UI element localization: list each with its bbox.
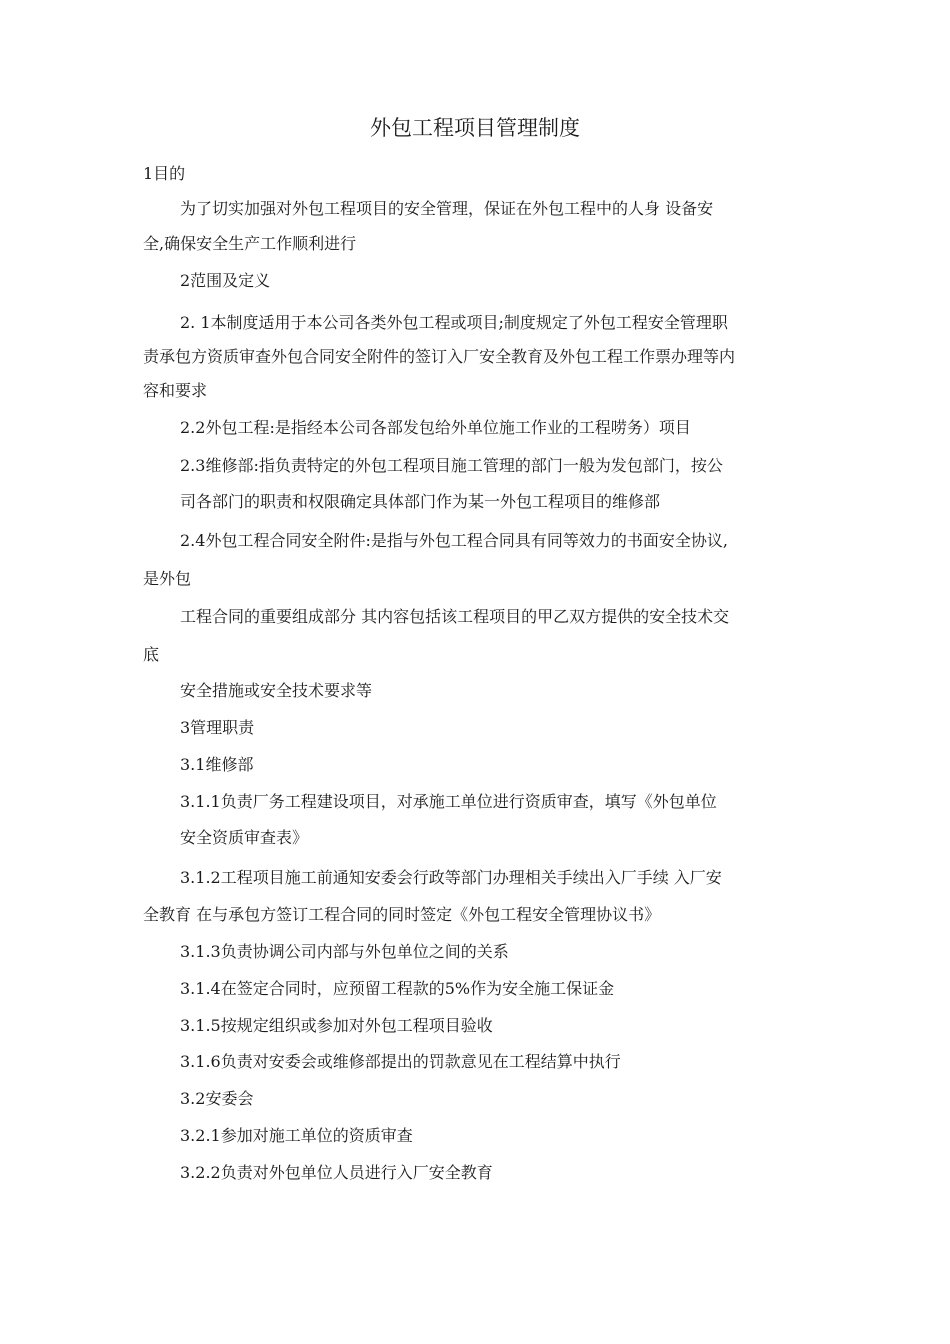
text-line: 2.4外包工程合同安全附件:是指与外包工程合同具有同等效力的书面安全协议,	[180, 531, 728, 550]
text-line: 2.2外包工程:是指经本公司各部发包给外单位施工作业的工程唠务）项目	[180, 418, 691, 437]
text-line: 3.1.4在签定合同时，应预留工程款的5%作为安全施工保证金	[180, 979, 615, 998]
text-line: 3.2安委会	[180, 1089, 254, 1108]
text-line: 3管理职责	[180, 718, 255, 737]
text-line: 责承包方资质审查外包合同安全附件的签订入厂安全教育及外包工程工作票办理等内	[143, 347, 736, 366]
text-line: 3.1.1负责厂务工程建设项目，对承施工单位进行资质审查，填写《外包单位	[180, 792, 717, 811]
document-title: 外包工程项目管理制度	[370, 116, 580, 140]
text-line: 容和要求	[143, 381, 208, 400]
text-line: 3.1.2工程项目施工前通知安委会行政等部门办理相关手续出入厂手续 入厂安	[180, 868, 722, 887]
text-line: 2.3维修部:指负责特定的外包工程项目施工管理的部门一般为发包部门，按公	[180, 456, 723, 475]
text-line: 安全资质审查表》	[180, 828, 309, 847]
text-line: 3.1维修部	[180, 755, 254, 774]
text-line: 底	[143, 645, 160, 664]
text-line: 3.1.5按规定组织或参加对外包工程项目验收	[180, 1016, 493, 1035]
text-line: 安全措施或安全技术要求等	[180, 681, 373, 700]
text-line: 3.2.2负责对外包单位人员进行入厂安全教育	[180, 1163, 493, 1182]
text-line: 2. 1本制度适用于本公司各类外包工程或项目;制度规定了外包工程安全管理职	[180, 313, 728, 332]
text-line: 全,确保安全生产工作顺利进行	[143, 234, 357, 253]
text-line: 工程合同的重要组成部分 其内容包括该工程项目的甲乙双方提供的安全技术交	[180, 607, 730, 626]
text-line: 3.1.6负责对安委会或维修部提出的罚款意见在工程结算中执行	[180, 1052, 621, 1071]
text-line: 司各部门的职责和权限确定具体部门作为某一外包工程项目的维修部	[180, 492, 661, 511]
text-line: 1目的	[143, 164, 186, 183]
text-line: 3.1.3负责协调公司内部与外包单位之间的关系	[180, 942, 509, 961]
text-line: 2范围及定义	[180, 271, 271, 290]
text-line: 3.2.1参加对施工单位的资质审查	[180, 1126, 413, 1145]
text-line: 为了切实加强对外包工程项目的安全管理，保证在外包工程中的人身 设备安	[180, 199, 714, 218]
text-line: 是外包	[143, 569, 192, 588]
text-line: 全教育 在与承包方签订工程合同的同时签定《外包工程安全管理协议书》	[143, 905, 661, 924]
